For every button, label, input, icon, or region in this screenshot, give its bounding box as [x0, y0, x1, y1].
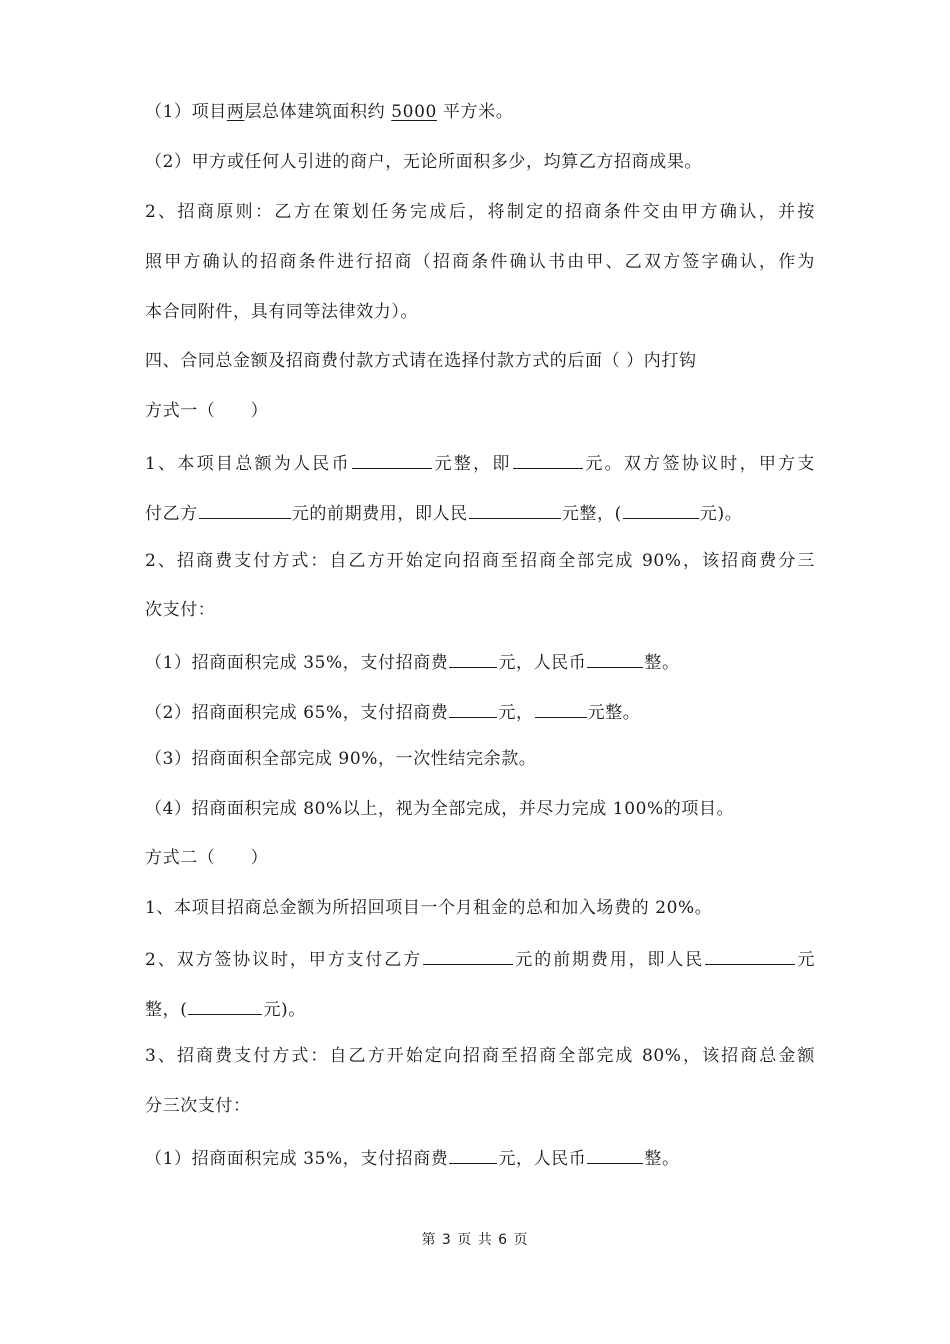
paragraph-line: 1、本项目招商总金额为所招回项目一个月租金的总和加入场费的 20%。	[145, 898, 713, 918]
text: 元。双方签协议时，甲方支	[583, 454, 816, 474]
fill-blank[interactable]	[535, 698, 587, 718]
text: 元)。	[699, 504, 743, 524]
fill-blank[interactable]	[449, 648, 497, 668]
paragraph-line: （3）招商面积全部完成 90%，一次性结完余款。	[145, 749, 537, 769]
text: （1）招商面积完成 35%，支付招商费	[145, 1149, 449, 1169]
text: 元的前期费用，即人民	[291, 504, 468, 524]
paragraph-line	[145, 499, 815, 526]
text: 1、本项目总额为人民币	[145, 454, 351, 474]
fill-blank[interactable]	[449, 1144, 497, 1164]
fill-blank[interactable]	[423, 945, 513, 965]
text: 元整。	[587, 703, 641, 723]
paragraph-line: 2、招商费支付方式：自乙方开始定向招商至招商全部完成 90%，该招商费分三	[145, 551, 815, 571]
text: 整。	[644, 653, 680, 673]
underlined-text: 5000	[391, 102, 437, 122]
text: 2、双方签协议时，甲方支付乙方	[145, 950, 423, 970]
text: 元，人民币	[498, 1149, 587, 1169]
text: （2）招商面积完成 65%，支付招商费	[145, 703, 449, 723]
fill-blank[interactable]	[449, 698, 497, 718]
fill-blank[interactable]	[352, 449, 432, 469]
underlined-text: 两	[226, 102, 245, 122]
text: 元整，即	[432, 454, 512, 474]
paragraph-line	[145, 945, 815, 972]
fill-blank[interactable]	[623, 499, 699, 519]
fill-blank[interactable]	[199, 499, 291, 519]
paragraph-line: （4）招商面积完成 80%以上，视为全部完成，并尽力完成 100%的项目。	[145, 799, 735, 819]
text: 元的前期费用，即人民	[514, 950, 705, 970]
text: （1）项目	[145, 102, 227, 122]
page-number-footer: 第 3 页 共 6 页	[421, 1232, 529, 1248]
fill-blank[interactable]	[587, 648, 643, 668]
text: 元，	[498, 703, 534, 723]
fill-blank[interactable]	[469, 499, 561, 519]
fill-blank[interactable]	[705, 945, 795, 965]
text: 元	[796, 950, 816, 970]
fill-blank[interactable]	[188, 995, 262, 1015]
text: 元整，(	[561, 504, 622, 524]
paragraph-line	[145, 995, 815, 1022]
text: 整。	[644, 1149, 680, 1169]
text: （1）招商面积完成 35%，支付招商费	[145, 653, 449, 673]
paragraph-line	[145, 100, 815, 124]
text: 平方米。	[436, 102, 514, 122]
fill-blank[interactable]	[513, 449, 583, 469]
paragraph-line: 照甲方确认的招商条件进行招商（招商条件确认书由甲、乙双方签字确认，作为	[145, 252, 815, 272]
text: 元，人民币	[498, 653, 587, 673]
text: 层总体建筑面积约	[244, 102, 392, 122]
paragraph-line	[145, 648, 815, 675]
option-heading: 方式二（ ）	[145, 848, 269, 868]
section-heading: 四、合同总金额及招商费付款方式请在选择付款方式的后面（ ）内打钩	[145, 351, 697, 371]
text: 元)。	[263, 1000, 306, 1020]
text: 整，(	[145, 1000, 188, 1020]
paragraph-line	[145, 1144, 815, 1171]
fill-blank[interactable]	[587, 1144, 643, 1164]
text: 付乙方	[145, 504, 198, 524]
paragraph-line: 3、招商费支付方式：自乙方开始定向招商至招商全部完成 80%，该招商总金额	[145, 1046, 815, 1066]
paragraph-line: 次支付：	[145, 600, 216, 620]
paragraph-line: 本合同附件，具有同等法律效力）。	[145, 302, 419, 322]
option-heading: 方式一（ ）	[145, 401, 269, 421]
paragraph-line	[145, 698, 815, 725]
paragraph-line: （2）甲方或任何人引进的商户，无论所面积多少，均算乙方招商成果。	[145, 152, 703, 172]
paragraph-line: 2、招商原则：乙方在策划任务完成后，将制定的招商条件交由甲方确认，并按	[145, 202, 815, 222]
paragraph-line	[145, 449, 815, 476]
paragraph-line: 分三次支付：	[145, 1096, 251, 1116]
